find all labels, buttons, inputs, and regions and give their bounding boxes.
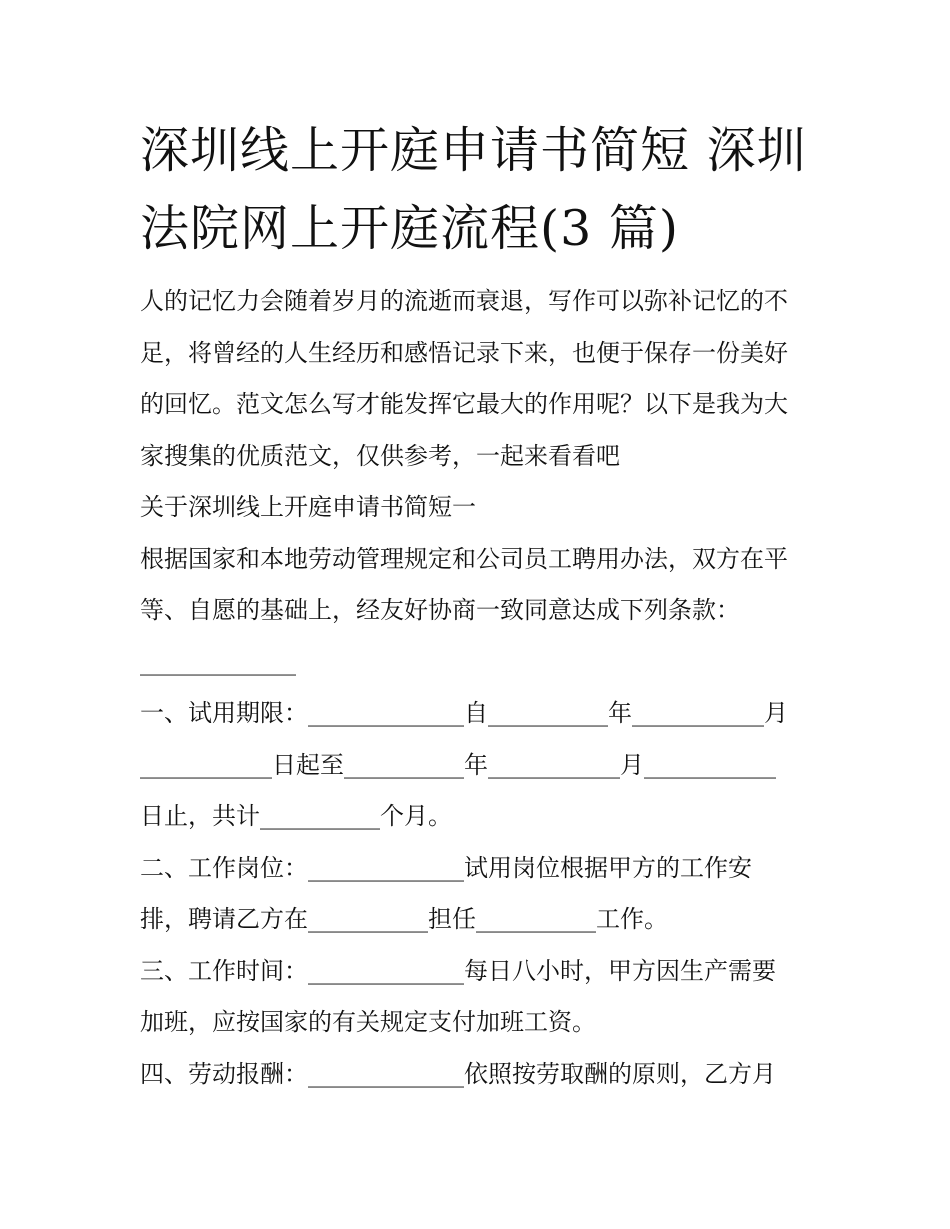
title-line-2: 法院网上开庭流程(3 篇): [140, 200, 679, 257]
clause-position-line: 二、工作岗位：_____________试用岗位根据甲方的工作安: [140, 853, 752, 882]
blank-line: _____________: [140, 647, 296, 676]
paragraph-line: 足，将曾经的人生经历和感悟记录下来，也便于保存一份美好: [140, 338, 788, 367]
document-title: [140, 112, 840, 268]
clause-position-line: 排，聘请乙方在__________担任__________工作。: [140, 905, 668, 933]
clause-hours-line: 三、工作时间：_____________每日八小时，甲方因生产需要: [140, 956, 776, 985]
document-body: [140, 276, 820, 1100]
paragraph-line: 的回忆。范文怎么写才能发挥它最大的作用呢？以下是我为大: [140, 390, 788, 418]
paragraph-line: 人的记忆力会随着岁月的流逝而衰退，写作可以弥补记忆的不: [140, 287, 788, 315]
clause-probation-line: 一、试用期限：_____________自__________年___________月: [140, 699, 788, 727]
section-heading: 关于深圳线上开庭申请书简短一: [140, 493, 476, 521]
paragraph-line: 根据国家和本地劳动管理规定和公司员工聘用办法，双方在平: [140, 544, 788, 573]
clause-pay-line: 四、劳动报酬：_____________依照按劳取酬的原则，乙方月: [140, 1059, 776, 1088]
clause-hours-line: 加班，应按国家的有关规定支付加班工资。: [140, 1008, 596, 1036]
clause-probation-line: 日止，共计__________个月。: [140, 802, 452, 830]
paragraph-line: 家搜集的优质范文，仅供参考，一起来看看吧: [140, 441, 620, 470]
title-line-1: 深圳线上开庭申请书简短 深圳: [140, 122, 807, 179]
paragraph-line: 等、自愿的基础上，经友好协商一致同意达成下列条款：: [140, 596, 740, 624]
clause-probation-line: ___________日起至__________年___________月___________: [140, 750, 776, 779]
